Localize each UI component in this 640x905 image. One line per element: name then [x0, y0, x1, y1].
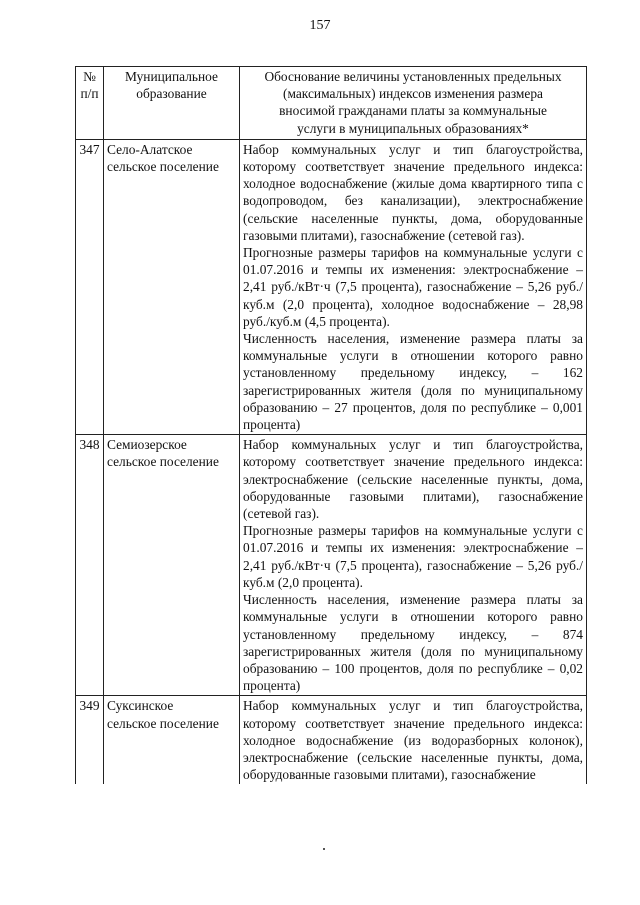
paragraph-tariffs: Прогнозные размеры тарифов на коммунальные услуги с 01.07.2016 и темпы их изменения: электроснабжение – 2,41 руб./кВт·ч (7,5 процента), газоснабжение – 5,26 руб./куб.м (2,0 процента). [243, 523, 583, 590]
table-row [76, 435, 587, 696]
page-number: 157 [309, 18, 331, 33]
paragraph-population: Численность населения, изменение размера платы за коммунальные услуги в отношении которого равно установленному предельному индексу, – 874 зарегистрированных жителя (доля по муниципальному образованию – 100 процентов, доля по республике – 0,02 процента) [243, 592, 583, 694]
header-justification: Обоснование величины установленных предельных (максимальных) индексов изменения размера вносимой гражданами платы за коммунальные услуги в муниципальных образованиях* [240, 67, 587, 140]
municipality-name: Село-Алатское сельское поселение [104, 139, 240, 434]
justification-text [240, 435, 587, 696]
tariff-table [75, 66, 587, 784]
paragraph-services: Набор коммунальных услуг и тип благоустройства, которому соответствует значение предельного индекса: электроснабжение (сельские населенные пункты, дома, оборудованные газовыми плитами), газоснабжение (сетевой газ). [243, 437, 583, 522]
justification-text [240, 139, 587, 434]
municipality-name: Семиозерское сельское поселение [104, 435, 240, 696]
scan-speck [323, 848, 325, 850]
header-municipality: Муниципальное образование [104, 67, 240, 140]
row-number: 347 [76, 139, 104, 434]
paragraph-services: Набор коммунальных услуг и тип благоустройства, которому соответствует значение предельного индекса: холодное водоснабжение (жилые дома квартирного типа с водопроводом, без канализации), электроснабжение (сельские населенные пункты, дома, оборудованные газовыми плитами), газоснабжение (сетевой газ). [243, 141, 583, 243]
municipality-name: Суксинское сельское поселение [104, 696, 240, 785]
table-row [76, 696, 587, 785]
table-header-row [76, 67, 587, 140]
justification-text [240, 696, 587, 785]
row-number: 348 [76, 435, 104, 696]
paragraph-population: Численность населения, изменение размера платы за коммунальные услуги в отношении которого равно установленному предельному индексу, – 162 зарегистрированных жителя (доля по муниципальному образованию – 27 процентов, доля по республике – 0,001 процента) [243, 331, 583, 433]
header-number: № п/п [76, 67, 104, 140]
paragraph-tariffs: Прогнозные размеры тарифов на коммунальные услуги с 01.07.2016 и темпы их изменения: электроснабжение – 2,41 руб./кВт·ч (7,5 процента), газоснабжение – 5,26 руб./куб.м (2,0 процента), холодное водоснабжение – 28,98 руб./куб.м (4,5 процента). [243, 245, 583, 329]
row-number: 349 [76, 696, 104, 785]
paragraph-services: Набор коммунальных услуг и тип благоустройства, которому соответствует значение предельного индекса: холодное водоснабжение (из водоразборных колонок), электроснабжение (сельские населенные пункты, дома, оборудованные газовыми плитами), газоснабжение [243, 698, 583, 783]
table-row [76, 139, 587, 434]
